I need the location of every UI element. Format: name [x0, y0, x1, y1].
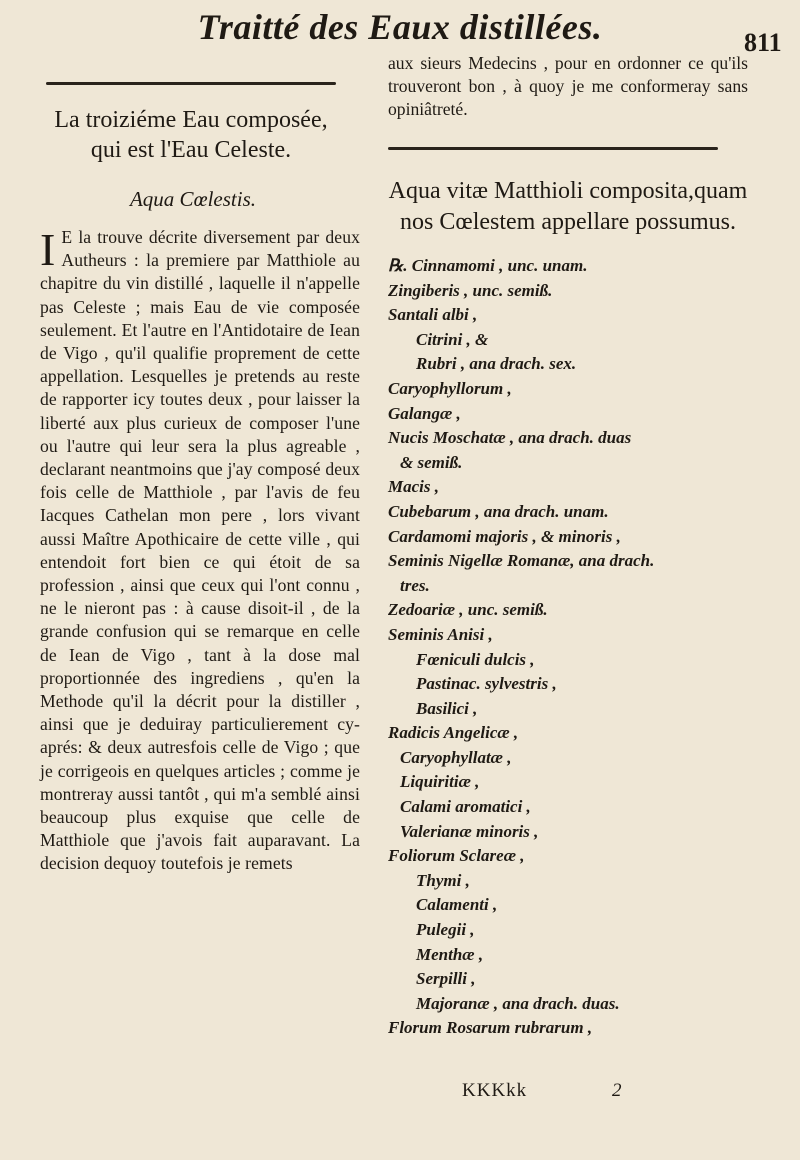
recipe-line: Thymi ,: [416, 870, 470, 890]
recipe-line: Florum Rosarum rubrarum ,: [388, 1018, 593, 1038]
recipe-line: Radicis Angelicæ ,: [388, 723, 519, 743]
recipe-line: ℞. Cinnamomi , unc. unam.: [388, 256, 588, 275]
recipe-line: Valerianæ minoris ,: [400, 821, 539, 841]
section-subheading-latin: Aqua Cœlestis.: [129, 187, 256, 211]
recipe-line: Zingiberis , unc. semiß.: [388, 280, 553, 300]
recipe-line: Galangæ ,: [388, 403, 461, 423]
recipe-line: Cardamomi majoris , & minoris ,: [388, 526, 621, 546]
running-head: Traitté des Eaux distillées.: [197, 7, 603, 47]
recipe-line: Cubebarum , ana drach. unam.: [388, 501, 609, 521]
recipe-line: Zedoariæ , unc. semiß.: [388, 600, 548, 620]
section-rule: [388, 147, 718, 150]
recipe-line: Caryophyllorum ,: [388, 378, 512, 398]
signature-mark: 2: [612, 1080, 622, 1101]
recipe-line: Rubri , ana drach. sex.: [416, 354, 577, 374]
recipe-line: Macis ,: [388, 477, 439, 497]
recipe-line: Pulegii ,: [416, 920, 475, 940]
recipe-line: Calamenti ,: [416, 895, 498, 915]
recipe-line: Fœniculi dulcis ,: [416, 649, 535, 669]
recipe-line: Caryophyllatæ ,: [400, 747, 512, 767]
recipe-line: Majoranæ , ana drach. duas.: [416, 993, 620, 1013]
recipe-line: Calami aromatici ,: [400, 797, 531, 817]
recipe-line: Nucis Moschatæ , ana drach. duas: [388, 428, 632, 448]
recipe-line: Basilici ,: [416, 698, 478, 718]
catchword: KKKkk: [462, 1080, 528, 1101]
body-text: E la trouve décrite diversement par deux Autheurs : la premiere par Matthiole au chapitre du vin distillé , laquelle il n'appelle pas Celeste ; mais Eau de vie composée seulement. Et l'autre en l'Antidotaire de Iean de Vigo , qu'il qualifie proprement de cette appellation. Lesquelles je pretends au reste de rapporter icy toutes deux , pour laisser la liberté aux plus curieux de composer l'une ou l'autre qui leur sera la plus agreable , declarant neantmoins que j'ay composé deux fois celle de Matthiole , par l'avis de feu Iacques Cathelan mon pere , lors vivant aussi Maître Apothicaire de cette ville , qui entendoit fort bien ce qui étoit de sa profession , ainsi que ceux qui l'ont connu , ne le nieront pas : à cause disoit-il , de la grande confusion qui se remarque en celle de Iean de Vigo , tant à la dose mal proportionnée des ingrediens , qu'en la Methode qu'il la décrit pour la distiller , ainsi que je deduiray particulierement cy-aprés: & deux autresfois celle de Vigo ; que je corrigeois en quelques articles ; comme je montreray aussi tantôt , qui m'a semblé ainsi beaucoup plus exquise que celle de Matthiole que j'avois fait auparavant. La decision dequoy toutefois je remets: [40, 227, 360, 874]
section-heading-french: La troiziéme Eau composée, qui est l'Eau Celeste.: [54, 107, 328, 163]
section-rule: [46, 82, 336, 85]
recipe-line: Serpilli ,: [416, 969, 476, 989]
recipe-list: [388, 254, 768, 1041]
right-column: [388, 52, 768, 1041]
recipe-line: Liquiritiæ ,: [400, 772, 480, 792]
page-number: 811: [744, 28, 782, 57]
recipe-line: Menthæ ,: [416, 944, 484, 964]
drop-cap: I: [40, 224, 56, 275]
recipe-line: Foliorum Sclareæ ,: [388, 846, 525, 866]
recipe-heading: Aqua vitæ Matthioli composita,quam nos Cœlestem appellare possumus.: [388, 178, 748, 235]
left-column: [40, 82, 360, 876]
recipe-line: Seminis Nigellæ Romanæ, ana drach.: [388, 551, 655, 571]
continued-paragraph: aux sieurs Medecins , pour en ordonner ce qu'ils trouveront bon , à quoy je me conformeray sans opiniâtreté.: [388, 53, 748, 119]
recipe-line: Santali albi ,: [388, 305, 478, 325]
recipe-line: Citrini , &: [416, 329, 489, 349]
recipe-line: tres.: [400, 575, 430, 595]
recipe-line: Seminis Anisi ,: [388, 624, 493, 644]
recipe-line: & semiß.: [400, 452, 463, 472]
body-paragraph: [40, 226, 360, 876]
recipe-line: Pastinac. sylvestris ,: [416, 674, 557, 694]
